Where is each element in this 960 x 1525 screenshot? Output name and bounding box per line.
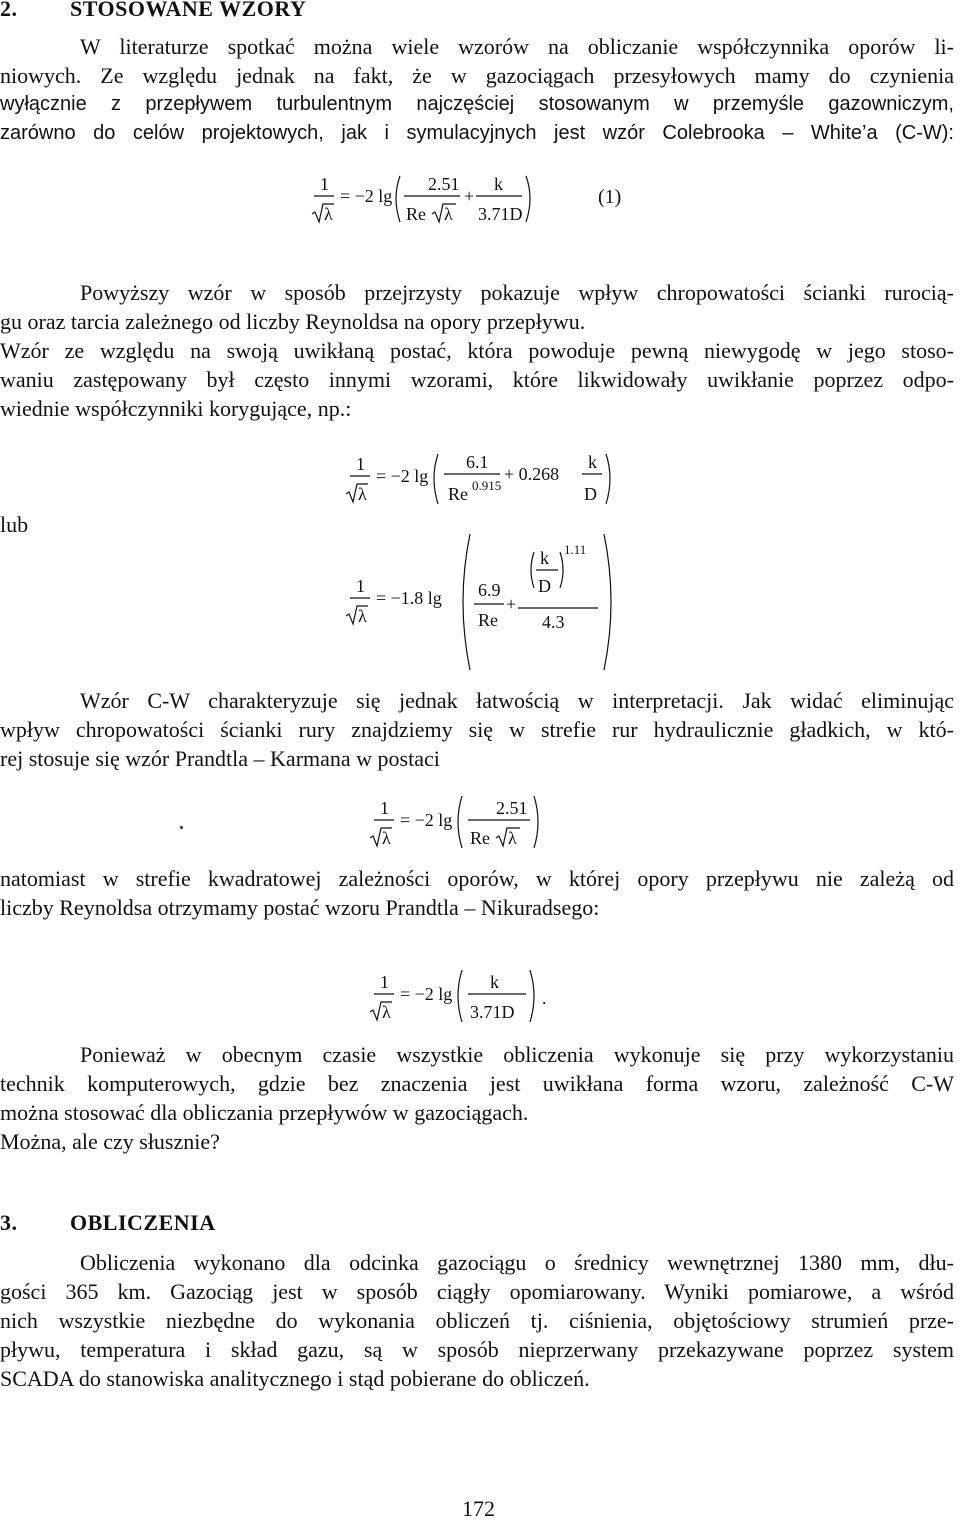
para5-line-4: Można, ale czy słusznie? bbox=[0, 1129, 220, 1154]
equation-colebrook-white bbox=[300, 166, 540, 235]
eq2-d: D bbox=[584, 484, 597, 504]
eq5-period: . bbox=[542, 988, 547, 1008]
intro-line-2: niowych. Ze względu jednak na fakt, że w gazociągach przesyłowych mamy do czynienia bbox=[0, 63, 954, 88]
intro-line-4: zarówno do celów projektowych, jak i symulacyjnych jest wzór Colebrooka – White’a (C-W): bbox=[0, 122, 954, 144]
eq4-num-1: 1 bbox=[380, 798, 389, 818]
para5-line-3: można stosować dla obliczania przepływów w gazociągach. bbox=[0, 1100, 529, 1125]
eq3-operator: = −1.8 lg bbox=[376, 588, 442, 608]
s3-line-2: gości 365 km. Gazociąg jest w sposób ciągły opomiarowany. Wyniki pomiarowe, a wśród bbox=[0, 1279, 954, 1304]
eq1-plus: + bbox=[464, 186, 475, 206]
eq3-exponent: 1.11 bbox=[564, 542, 587, 557]
eq4-251: 2.51 bbox=[496, 798, 528, 818]
stray-dot bbox=[180, 826, 183, 829]
eq2-lambda: λ bbox=[358, 484, 367, 504]
eq2-k: k bbox=[588, 452, 597, 472]
section-3-number: 3. bbox=[0, 1210, 18, 1235]
eq2-re: Re bbox=[448, 484, 468, 504]
para5-line-2: technik komputerowych, gdzie bez znaczenia jest uwikłana forma wzoru, zależność C-W bbox=[0, 1071, 954, 1096]
eq5-k: k bbox=[490, 972, 499, 992]
section-2-number: 2. bbox=[0, 0, 18, 21]
eq1-k: k bbox=[494, 174, 503, 194]
section-2-title: STOSOWANE WZORY bbox=[70, 0, 307, 21]
paragraph-3 bbox=[0, 686, 954, 773]
intro-line-3: wyłącznie z przepływem turbulentnym najczęściej stosowanym w przemyśle gazowniczym, bbox=[0, 93, 954, 115]
equation-alternative-2 bbox=[338, 530, 628, 685]
para2-line-2: gu oraz tarcia zależnego od liczby Reynoldsa na opory przepływu. bbox=[0, 309, 586, 334]
para2-line-4: waniu zastępowany był często innymi wzorami, które likwidowały uwikłanie poprzez odpo- bbox=[0, 367, 954, 392]
eq1-operator: = −2 lg bbox=[340, 186, 393, 206]
lub-label: lub bbox=[0, 512, 29, 537]
equation-1-number: (1) bbox=[598, 186, 622, 208]
eq2-exponent: 0.915 bbox=[472, 478, 502, 493]
eq5-lambda: λ bbox=[382, 1002, 391, 1022]
eq4-operator: = −2 lg bbox=[400, 810, 453, 830]
section-2-heading bbox=[0, 0, 306, 22]
para4-line-2: liczby Reynoldsa otrzymamy postać wzoru Prandtla – Nikuradsego: bbox=[0, 895, 600, 920]
eq1-lambda: λ bbox=[324, 204, 333, 224]
section-3-title: OBLICZENIA bbox=[70, 1210, 216, 1235]
s3-line-5: SCADA do stanowiska analitycznego i stąd pobierane do obliczeń. bbox=[0, 1366, 590, 1391]
eq3-num-1: 1 bbox=[356, 576, 365, 596]
eq2-coefficient: + 0.268 bbox=[504, 464, 560, 484]
paragraph-5 bbox=[0, 1040, 954, 1156]
eq2-61: 6.1 bbox=[466, 452, 489, 472]
eq3-re: Re bbox=[478, 610, 498, 630]
para2-line-1: Powyższy wzór w sposób przejrzysty pokazuje wpływ chropowatości ścianki rurocią- bbox=[80, 280, 954, 305]
eq4-lambda: λ bbox=[382, 828, 391, 848]
eq3-lambda: λ bbox=[358, 606, 367, 626]
equation-alternative-1 bbox=[338, 448, 638, 517]
eq1-lambda-2: λ bbox=[444, 204, 453, 224]
paragraph-2 bbox=[0, 278, 954, 423]
para3-line-1: Wzór C-W charakteryzuje się jednak łatwością w interpretacji. Jak widać eliminując bbox=[80, 688, 954, 713]
intro-paragraph bbox=[0, 32, 954, 148]
eq3-69: 6.9 bbox=[478, 580, 501, 600]
eq2-num-1: 1 bbox=[356, 454, 365, 474]
eq1-251: 2.51 bbox=[428, 174, 460, 194]
intro-line-1: W literaturze spotkać można wiele wzorów na obliczanie współczynnika oporów li- bbox=[80, 34, 954, 59]
para3-line-3: rej stosuje się wzór Prandtla – Karmana w postaci bbox=[0, 746, 440, 771]
eq3-43: 4.3 bbox=[542, 612, 565, 632]
eq5-371d: 3.71D bbox=[470, 1002, 515, 1022]
section-3-heading bbox=[0, 1210, 216, 1236]
para3-line-2: wpływ chropowatości ścianki rury znajdziemy się w strefie rur hydraulicznie gładkich, w któ- bbox=[0, 717, 954, 742]
paragraph-4 bbox=[0, 864, 954, 922]
s3-line-3: nich wszystkie niezbędne do wykonania obliczeń tj. ciśnienia, objętościowy strumień prze- bbox=[0, 1308, 954, 1333]
eq3-plus: + bbox=[506, 594, 517, 614]
s3-line-4: pływu, temperatura i skład gazu, są w sposób nieprzerwany przekazywane poprzez system bbox=[0, 1337, 954, 1362]
para4-line-1: natomiast w strefie kwadratowej zależności oporów, w której opory przepływu nie zależą od bbox=[0, 866, 954, 891]
eq1-re: Re bbox=[406, 204, 426, 224]
page-number: 172 bbox=[462, 1496, 495, 1521]
eq5-num-1: 1 bbox=[380, 972, 389, 992]
eq2-operator: = −2 lg bbox=[376, 466, 429, 486]
eq1-num-1: 1 bbox=[320, 174, 329, 194]
eq1-371d: 3.71D bbox=[478, 204, 523, 224]
para2-line-3: Wzór ze względu na swoją uwikłaną postać, która powoduje pewną niewygodę w jego stoso- bbox=[0, 338, 954, 363]
eq3-d: D bbox=[538, 576, 551, 596]
eq4-lambda-2: λ bbox=[508, 828, 517, 848]
eq3-k: k bbox=[540, 548, 549, 568]
s3-line-1: Obliczenia wykonano dla odcinka gazociągu o średnicy wewnętrznej 1380 mm, dłu- bbox=[80, 1250, 954, 1275]
equation-prandtl-nikuradse bbox=[362, 964, 602, 1033]
equation-prandtl-karman bbox=[362, 790, 582, 859]
section-3-paragraph bbox=[0, 1248, 954, 1393]
eq4-re: Re bbox=[470, 828, 490, 848]
eq5-operator: = −2 lg bbox=[400, 984, 453, 1004]
para5-line-1: Ponieważ w obecnym czasie wszystkie obliczenia wykonuje się przy wykorzystaniu bbox=[80, 1042, 954, 1067]
para2-line-5: wiednie współczynniki korygujące, np.: bbox=[0, 396, 352, 421]
